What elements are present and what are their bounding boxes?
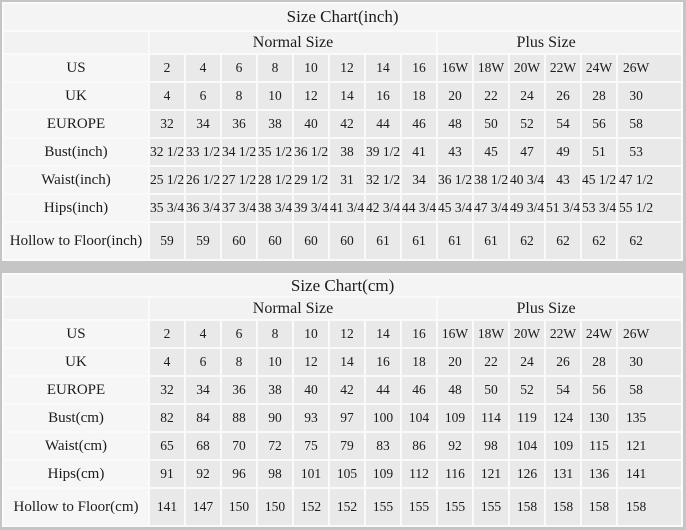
size-chart-inch-table <box>2 2 683 261</box>
row-label: Hollow to Floor(inch) <box>3 222 149 260</box>
size-cell: 39 1/2 <box>365 138 401 166</box>
row-label: EUROPE <box>3 376 149 404</box>
size-cell: 41 <box>401 138 437 166</box>
title-row <box>3 3 682 31</box>
size-cell: 131 <box>545 460 581 488</box>
size-cell: 24 <box>509 348 545 376</box>
size-cell: 4 <box>185 54 221 82</box>
size-cell: 119 <box>509 404 545 432</box>
size-cell: 31 <box>329 166 365 194</box>
size-cell: 37 3/4 <box>221 194 257 222</box>
size-row <box>3 376 682 404</box>
size-cell: 152 <box>329 488 365 526</box>
size-cell: 45 1/2 <box>581 166 617 194</box>
size-cell: 39 3/4 <box>293 194 329 222</box>
size-row <box>3 82 682 110</box>
size-cell: 22 <box>473 348 509 376</box>
size-cell: 72 <box>257 432 293 460</box>
size-cell: 158 <box>617 488 682 526</box>
size-cell: 33 1/2 <box>185 138 221 166</box>
size-cell: 30 <box>617 348 682 376</box>
size-cell: 70 <box>221 432 257 460</box>
size-cell: 20 <box>437 82 473 110</box>
size-cell: 42 3/4 <box>365 194 401 222</box>
size-cell: 8 <box>221 82 257 110</box>
size-cell: 36 1/2 <box>293 138 329 166</box>
size-cell: 109 <box>437 404 473 432</box>
size-cell: 4 <box>149 82 185 110</box>
size-cell: 6 <box>221 320 257 348</box>
size-cell: 16 <box>401 320 437 348</box>
size-cell: 101 <box>293 460 329 488</box>
size-cell: 49 <box>545 138 581 166</box>
size-cell: 40 3/4 <box>509 166 545 194</box>
size-cell: 10 <box>293 54 329 82</box>
group-header-row <box>3 31 682 54</box>
size-cell: 40 <box>293 376 329 404</box>
size-cell: 48 <box>437 376 473 404</box>
size-cell: 14 <box>365 320 401 348</box>
size-cell: 150 <box>257 488 293 526</box>
size-cell: 121 <box>617 432 682 460</box>
size-cell: 45 <box>473 138 509 166</box>
size-cell: 8 <box>221 348 257 376</box>
row-label: Bust(inch) <box>3 138 149 166</box>
row-label: Waist(cm) <box>3 432 149 460</box>
size-cell: 98 <box>257 460 293 488</box>
size-cell: 59 <box>149 222 185 260</box>
size-cell: 53 3/4 <box>581 194 617 222</box>
size-cell: 40 <box>293 110 329 138</box>
size-cell: 75 <box>293 432 329 460</box>
size-cell: 100 <box>365 404 401 432</box>
size-cell: 6 <box>185 82 221 110</box>
size-cell: 28 1/2 <box>257 166 293 194</box>
size-cell: 14 <box>329 82 365 110</box>
size-cell: 34 <box>185 110 221 138</box>
size-cell: 30 <box>617 82 682 110</box>
size-cell: 136 <box>581 460 617 488</box>
size-cell: 8 <box>257 54 293 82</box>
row-label: US <box>3 54 149 82</box>
size-cell: 35 1/2 <box>257 138 293 166</box>
size-cell: 32 1/2 <box>149 138 185 166</box>
size-cell: 109 <box>365 460 401 488</box>
size-cell: 52 <box>509 376 545 404</box>
size-cell: 83 <box>365 432 401 460</box>
size-cell: 12 <box>293 82 329 110</box>
size-row <box>3 222 682 260</box>
size-cell: 26W <box>617 54 682 82</box>
row-label: Bust(cm) <box>3 404 149 432</box>
size-cell: 2 <box>149 54 185 82</box>
size-cell: 20 <box>437 348 473 376</box>
size-cell: 79 <box>329 432 365 460</box>
size-cell: 52 <box>509 110 545 138</box>
title-row <box>3 274 682 297</box>
size-chart-cm-table <box>2 273 683 527</box>
size-cell: 54 <box>545 110 581 138</box>
size-cell: 91 <box>149 460 185 488</box>
size-cell: 96 <box>221 460 257 488</box>
size-cell: 58 <box>617 110 682 138</box>
size-cell: 135 <box>617 404 682 432</box>
size-cell: 6 <box>185 348 221 376</box>
size-cell: 36 <box>221 110 257 138</box>
size-cell: 56 <box>581 376 617 404</box>
row-label: US <box>3 320 149 348</box>
corner-cell <box>3 31 149 54</box>
size-cell: 130 <box>581 404 617 432</box>
size-cell: 47 <box>509 138 545 166</box>
size-cell: 28 <box>581 348 617 376</box>
size-cell: 56 <box>581 110 617 138</box>
size-row <box>3 194 682 222</box>
size-cell: 44 <box>365 110 401 138</box>
size-cell: 121 <box>473 460 509 488</box>
size-cell: 14 <box>329 348 365 376</box>
size-cell: 152 <box>293 488 329 526</box>
size-cell: 105 <box>329 460 365 488</box>
group-header-row <box>3 297 682 320</box>
group-header-plus-size: Plus Size <box>437 31 682 54</box>
size-cell: 42 <box>329 376 365 404</box>
size-cell: 141 <box>149 488 185 526</box>
size-cell: 46 <box>401 110 437 138</box>
size-cell: 104 <box>401 404 437 432</box>
size-cell: 34 <box>185 376 221 404</box>
size-cell: 24 <box>509 82 545 110</box>
size-cell: 2 <box>149 320 185 348</box>
size-cell: 36 3/4 <box>185 194 221 222</box>
group-header-plus-size: Plus Size <box>437 297 682 320</box>
size-cell: 10 <box>293 320 329 348</box>
size-cell: 47 3/4 <box>473 194 509 222</box>
size-cell: 48 <box>437 110 473 138</box>
size-cell: 18 <box>401 348 437 376</box>
size-cell: 61 <box>473 222 509 260</box>
size-cell: 92 <box>437 432 473 460</box>
size-cell: 28 <box>581 82 617 110</box>
size-cell: 25 1/2 <box>149 166 185 194</box>
size-row <box>3 348 682 376</box>
size-row <box>3 54 682 82</box>
size-cell: 112 <box>401 460 437 488</box>
size-cell: 36 <box>221 376 257 404</box>
size-cell: 38 <box>329 138 365 166</box>
table-title-inch: Size Chart(inch) <box>3 3 682 31</box>
size-cell: 18 <box>401 82 437 110</box>
size-cell: 158 <box>509 488 545 526</box>
size-cell: 61 <box>365 222 401 260</box>
size-cell: 59 <box>185 222 221 260</box>
size-cell: 147 <box>185 488 221 526</box>
size-cell: 53 <box>617 138 682 166</box>
size-cell: 104 <box>509 432 545 460</box>
size-cell: 60 <box>329 222 365 260</box>
size-cell: 44 3/4 <box>401 194 437 222</box>
size-cell: 12 <box>329 54 365 82</box>
size-cell: 32 <box>149 376 185 404</box>
size-cell: 35 3/4 <box>149 194 185 222</box>
size-cell: 14 <box>365 54 401 82</box>
size-cell: 43 <box>437 138 473 166</box>
size-cell: 22 <box>473 82 509 110</box>
size-row <box>3 460 682 488</box>
size-cell: 20W <box>509 320 545 348</box>
size-row <box>3 432 682 460</box>
size-cell: 62 <box>581 222 617 260</box>
row-label: Hips(cm) <box>3 460 149 488</box>
size-cell: 62 <box>545 222 581 260</box>
size-cell: 82 <box>149 404 185 432</box>
size-cell: 26 <box>545 82 581 110</box>
size-cell: 60 <box>221 222 257 260</box>
size-cell: 58 <box>617 376 682 404</box>
size-cell: 32 1/2 <box>365 166 401 194</box>
size-row <box>3 138 682 166</box>
size-cell: 24W <box>581 54 617 82</box>
size-cell: 61 <box>437 222 473 260</box>
size-cell: 4 <box>149 348 185 376</box>
row-label: Hips(inch) <box>3 194 149 222</box>
size-cell: 116 <box>437 460 473 488</box>
corner-cell <box>3 297 149 320</box>
size-cell: 12 <box>293 348 329 376</box>
size-cell: 34 1/2 <box>221 138 257 166</box>
size-cell: 158 <box>545 488 581 526</box>
size-cell: 8 <box>257 320 293 348</box>
size-cell: 26 <box>545 348 581 376</box>
size-cell: 12 <box>329 320 365 348</box>
size-cell: 32 <box>149 110 185 138</box>
size-cell: 98 <box>473 432 509 460</box>
size-cell: 50 <box>473 376 509 404</box>
row-label: UK <box>3 348 149 376</box>
size-cell: 60 <box>257 222 293 260</box>
size-cell: 16W <box>437 54 473 82</box>
size-cell: 68 <box>185 432 221 460</box>
size-cell: 155 <box>437 488 473 526</box>
size-cell: 18W <box>473 54 509 82</box>
size-row <box>3 320 682 348</box>
size-cell: 47 1/2 <box>617 166 682 194</box>
size-cell: 60 <box>293 222 329 260</box>
size-cell: 22W <box>545 54 581 82</box>
size-cell: 10 <box>257 82 293 110</box>
size-cell: 141 <box>617 460 682 488</box>
size-row <box>3 166 682 194</box>
size-cell: 38 3/4 <box>257 194 293 222</box>
size-cell: 90 <box>257 404 293 432</box>
size-cell: 97 <box>329 404 365 432</box>
size-cell: 62 <box>509 222 545 260</box>
size-cell: 10 <box>257 348 293 376</box>
size-cell: 29 1/2 <box>293 166 329 194</box>
size-cell: 4 <box>185 320 221 348</box>
size-cell: 155 <box>401 488 437 526</box>
size-cell: 155 <box>365 488 401 526</box>
size-cell: 26 1/2 <box>185 166 221 194</box>
size-row <box>3 110 682 138</box>
size-cell: 18W <box>473 320 509 348</box>
group-header-normal-size: Normal Size <box>149 31 437 54</box>
size-cell: 93 <box>293 404 329 432</box>
size-cell: 24W <box>581 320 617 348</box>
size-row <box>3 404 682 432</box>
size-rows-cm <box>3 320 682 526</box>
row-label: UK <box>3 82 149 110</box>
size-cell: 38 <box>257 376 293 404</box>
size-cell: 84 <box>185 404 221 432</box>
size-cell: 54 <box>545 376 581 404</box>
size-cell: 20W <box>509 54 545 82</box>
size-cell: 155 <box>473 488 509 526</box>
size-rows-inch <box>3 54 682 260</box>
size-cell: 65 <box>149 432 185 460</box>
size-cell: 44 <box>365 376 401 404</box>
size-cell: 16W <box>437 320 473 348</box>
row-label: Waist(inch) <box>3 166 149 194</box>
size-cell: 150 <box>221 488 257 526</box>
size-cell: 61 <box>401 222 437 260</box>
table-title-cm: Size Chart(cm) <box>3 274 682 297</box>
row-label: Hollow to Floor(cm) <box>3 488 149 526</box>
size-cell: 62 <box>617 222 682 260</box>
size-cell: 34 <box>401 166 437 194</box>
group-header-normal-size: Normal Size <box>149 297 437 320</box>
size-cell: 16 <box>365 82 401 110</box>
size-cell: 51 3/4 <box>545 194 581 222</box>
size-row <box>3 488 682 526</box>
size-cell: 92 <box>185 460 221 488</box>
size-cell: 126 <box>509 460 545 488</box>
size-cell: 6 <box>221 54 257 82</box>
size-cell: 16 <box>365 348 401 376</box>
size-cell: 49 3/4 <box>509 194 545 222</box>
size-cell: 41 3/4 <box>329 194 365 222</box>
size-cell: 45 3/4 <box>437 194 473 222</box>
size-cell: 42 <box>329 110 365 138</box>
size-cell: 38 <box>257 110 293 138</box>
size-cell: 38 1/2 <box>473 166 509 194</box>
size-cell: 46 <box>401 376 437 404</box>
row-label: EUROPE <box>3 110 149 138</box>
size-cell: 88 <box>221 404 257 432</box>
size-cell: 124 <box>545 404 581 432</box>
size-cell: 109 <box>545 432 581 460</box>
size-cell: 43 <box>545 166 581 194</box>
size-cell: 16 <box>401 54 437 82</box>
size-cell: 22W <box>545 320 581 348</box>
size-cell: 26W <box>617 320 682 348</box>
size-cell: 50 <box>473 110 509 138</box>
size-cell: 86 <box>401 432 437 460</box>
size-cell: 36 1/2 <box>437 166 473 194</box>
size-cell: 115 <box>581 432 617 460</box>
size-cell: 114 <box>473 404 509 432</box>
size-cell: 158 <box>581 488 617 526</box>
size-cell: 27 1/2 <box>221 166 257 194</box>
size-cell: 55 1/2 <box>617 194 682 222</box>
size-cell: 51 <box>581 138 617 166</box>
